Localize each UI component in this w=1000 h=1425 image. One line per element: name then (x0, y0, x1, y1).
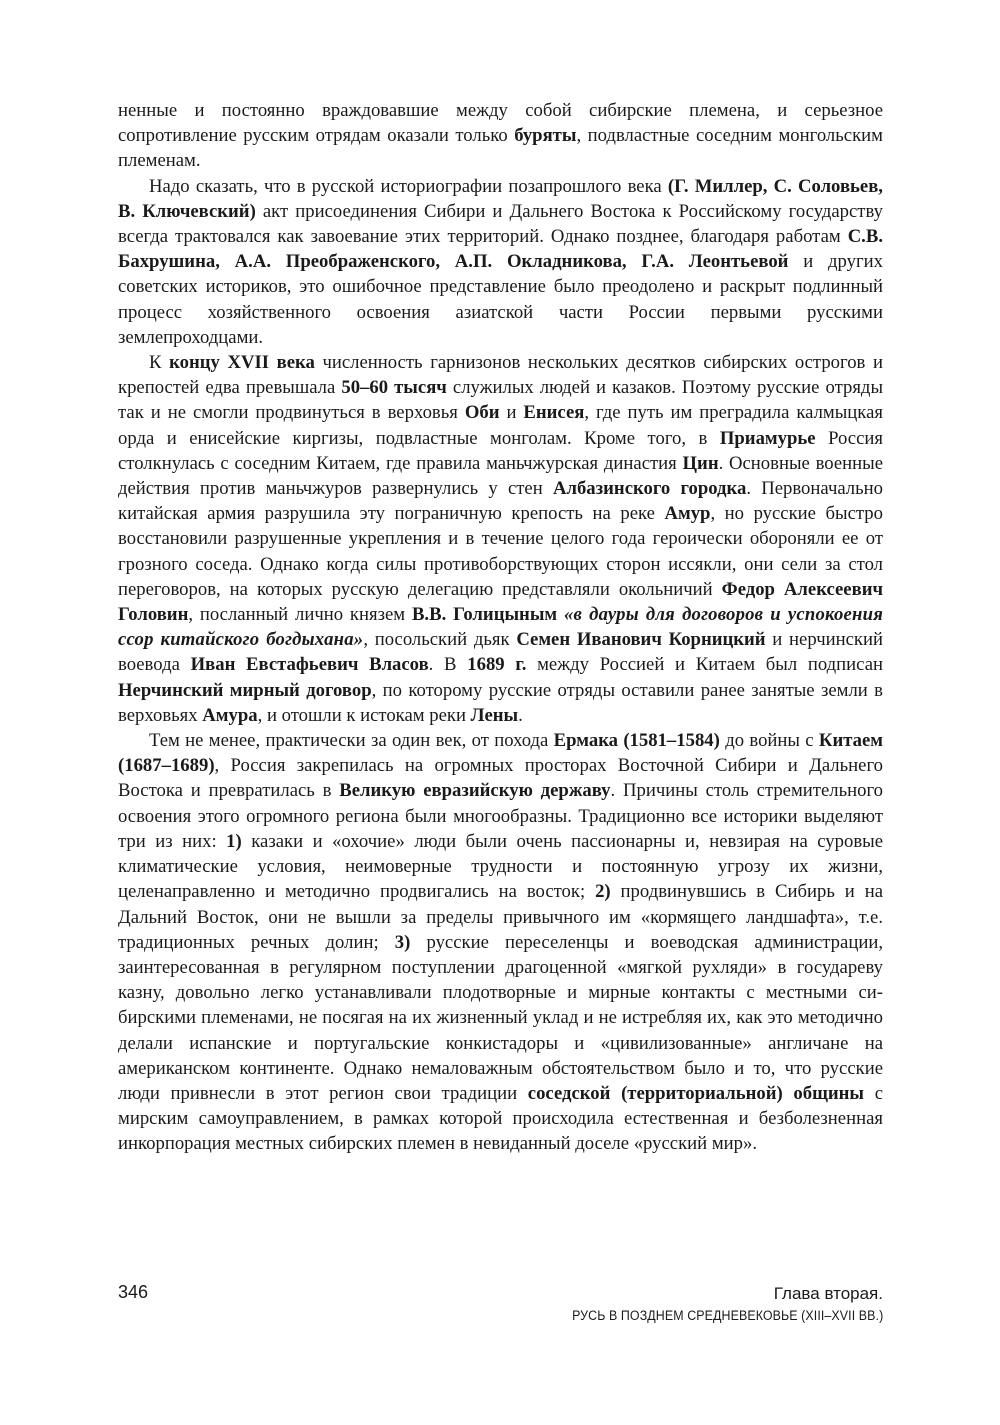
text-run: . Основные военные действия против маньчжуров развернулись у стен (118, 452, 883, 500)
text-run: и (499, 402, 524, 424)
text-run: , подвластные соседним монгольским племенам. (118, 125, 883, 172)
bold-text: Ермака (1581–1584) (553, 730, 720, 752)
bold-text: Албазинского городка (552, 478, 747, 500)
text-run: , и отошли к истокам реки (257, 704, 471, 726)
text-run: , посольский дьяк (363, 629, 517, 651)
chapter-title: Глава вторая. (773, 1284, 883, 1303)
paragraph (118, 350, 883, 728)
paragraph (118, 98, 883, 174)
body-text (118, 98, 883, 1157)
bold-text: Приамурье (719, 427, 816, 449)
text-run: , где путь им преградила калмыцкая орда и енисейские киргизы, подвластные монголам. Кроме того, в (118, 402, 883, 449)
text-run: между Россией и Китаем был подписан (526, 654, 883, 676)
running-footer (545, 1282, 883, 1326)
quoted-old-slavonic-text: «в дауры для договоров и успокоения ссор китайского богдыхана» (118, 604, 884, 651)
text-run: служилых людей и казаков. Поэтому русские отряды так и не смогли продвинуться в верховья (118, 377, 883, 424)
text-run: численность гарнизонов нескольких десятков сибирских острогов и крепостей едва превышала (118, 352, 883, 399)
paragraph (118, 174, 883, 350)
bold-text: Лены (470, 704, 519, 726)
bold-text: 1689 г. (467, 654, 527, 676)
text-run: , посланный лично князем (188, 604, 412, 626)
bold-text: Федор Алексеевич Головин (118, 578, 883, 626)
paragraph (118, 728, 883, 1156)
bold-text: Великую евразийскую державу (339, 780, 611, 802)
text-run: казаки и «охочие» люди были очень пассионарны и, невзирая на суровые климатические условия, неимоверные трудности и постоянную угрозу их жизни, целенаправленно и методично продвигались на восток; (118, 830, 883, 903)
bold-text: Амура (202, 704, 258, 726)
text-run: с мирским самоуправлением, в рамках которой происходила естественная и безболезненная инкорпорация местных сибирских племен в невиданный доселе «русский мир». (118, 1082, 884, 1155)
bold-text: Цин (682, 452, 719, 474)
bold-text: Китаем (1687–1689) (118, 730, 883, 777)
text-run: до войны с (719, 730, 819, 752)
bold-text: Нерчинский мирный договор (118, 679, 372, 701)
bold-text: Оби (464, 402, 500, 424)
text-run: . (518, 704, 523, 726)
text-run (557, 604, 564, 625)
bold-text: В.В. Голицыным (411, 604, 558, 626)
text-run: , Россия закрепилась на огромных просторах Восточной Сибири и Дальнего Востока и превратилась в (118, 755, 883, 802)
bold-text: 50–60 тысяч (341, 377, 447, 399)
bold-text: Семен Иванович Корницкий (516, 629, 766, 651)
bold-text: концу XVII века (169, 352, 315, 374)
bold-text: Амур (664, 503, 711, 525)
text-run: Надо сказать, что в русской историографии позапрошлого века (149, 175, 668, 197)
bold-text: 1) (226, 830, 242, 852)
text-run: акт присоединения Сибири и Дальнего Востока к Российскому государству всегда трактовался как завоевание этих территорий. Однако позднее, благодаря работам (118, 200, 883, 248)
text-run: и других советских историков, это ошибочное представление было преодолено и раскрыт подлинный процесс хозяйственного освоения азиатской части России первыми русскими землепроходцами. (118, 251, 883, 348)
text-run: . В (428, 654, 468, 676)
chapter-subtitle: РУСЬ В ПОЗДНЕМ СРЕДНЕВЕКОВЬЕ (XIII–XVII ВВ.) (571, 1308, 883, 1323)
text-run: Россия столкнулась с соседним Китаем, где правила маньчжурская династия (118, 427, 883, 474)
page-number: 346 (118, 1282, 149, 1302)
text-run: и нерчинский воевода (118, 629, 883, 676)
bold-text: (Г. Миллер, С. Соловьев, В. Ключевский) (118, 175, 883, 222)
text-run: , но русские быстро восстановили разрушенные укрепления и в течение целого года героически обороняли ее от грозного соседа. Однако когда силы противоборствующих сторон иссякли, они сели за стол переговоров, на которых русскую делегацию представляли окольничий (118, 503, 883, 600)
text-run: Тем не менее, практически за один век, от похода (149, 730, 554, 752)
text-run: ненные и постоянно враждовавшие между собой сибирские племена, и серьезное сопротивление русским отрядам оказали только (118, 100, 883, 147)
text-run: русские переселенцы и воеводская администрации, заинтересованная в регулярном поступлении драгоценной «мягкой рухляди» в государеву казну, довольно легко устанавливали плодотворные и мирные контакты с местными сибирскими племенами, не посягая на их жизненный уклад и не истребляя их, как это методично делали испанские и португальские конкистадоры и «цивилизованные» англичане на американском континенте. Однако немаловажным обстоятельством было и то, что русские люди привнесли в этот регион свои традиции (118, 931, 883, 1104)
bold-text: 3) (394, 931, 411, 953)
bold-text: буряты (514, 125, 577, 147)
bold-text: С.В. Бахрушина, А.А. Преображенского, А.П. Окладникова, Г.А. Леонтьевой (118, 226, 883, 273)
bold-text: Енисея (523, 402, 585, 424)
bold-text: Иван Евстафьевич Власов (190, 654, 429, 676)
bold-text: 2) (595, 881, 611, 903)
text-run: , по которому русские отряды оставили ранее занятые земли в верховьях (118, 679, 883, 726)
text-run: К (149, 352, 170, 374)
text-run: продвинувшись в Сибирь и на Дальний Восток, они не вышли за пределы привычного им «кормящего ландшафта», т.е. традиционных речных долин; (118, 881, 883, 953)
bold-text: соседской (территориальной) общины (527, 1082, 865, 1104)
text-run: . Причины столь стремительного освоения этого огромного региона были многообразны. Традиционно все историки выделяют три из них: (118, 780, 884, 852)
text-run: . Первоначально китайская армия разрушила эту пограничную крепость на реке (118, 478, 883, 525)
